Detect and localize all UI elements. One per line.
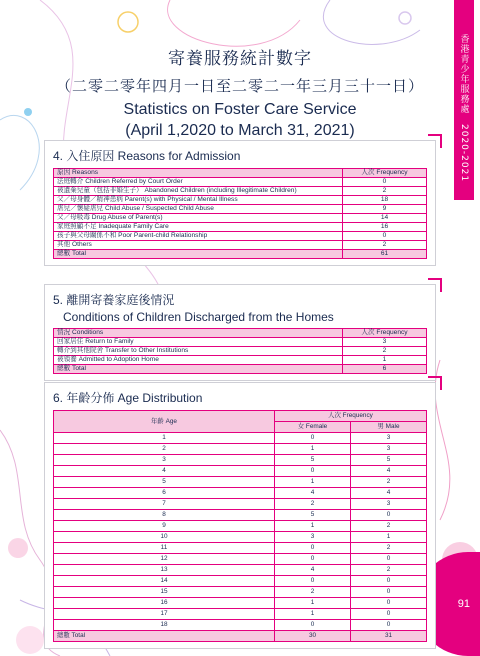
row-label: 被領養 Admitted to Adoption Home xyxy=(54,356,343,365)
age-cell: 2 xyxy=(54,444,275,455)
table-row xyxy=(54,241,427,250)
female-cell: 4 xyxy=(275,488,351,499)
corner-mark xyxy=(428,134,442,148)
period-en: (April 1,2020 to March 31, 2021) xyxy=(125,122,355,139)
male-cell: 1 xyxy=(351,532,427,543)
age-cell: 9 xyxy=(54,521,275,532)
age-cell: 7 xyxy=(54,499,275,510)
table-row xyxy=(54,499,427,510)
table-row xyxy=(54,466,427,477)
table-row xyxy=(54,598,427,609)
age-cell: 6 xyxy=(54,488,275,499)
age-cell: 12 xyxy=(54,554,275,565)
reasons-table xyxy=(53,168,427,259)
total-value: 6 xyxy=(343,365,427,374)
age-cell: 4 xyxy=(54,466,275,477)
section-discharge-conditions xyxy=(44,284,436,381)
male-cell: 2 xyxy=(351,565,427,576)
table-row xyxy=(54,576,427,587)
corner-mark xyxy=(428,376,442,390)
row-value: 0 xyxy=(343,232,427,241)
row-label: 回家居住 Return to Family xyxy=(54,338,343,347)
male-cell: 2 xyxy=(351,521,427,532)
table-row xyxy=(54,433,427,444)
male-cell: 0 xyxy=(351,510,427,521)
male-cell: 0 xyxy=(351,587,427,598)
table-row xyxy=(54,223,427,232)
total-label: 總數 Total xyxy=(54,365,343,374)
column-header-frequency: 人次 Frequency xyxy=(275,411,427,422)
age-table xyxy=(53,410,427,642)
table-row xyxy=(54,532,427,543)
age-cell: 18 xyxy=(54,620,275,631)
period-zh: （二零二零年四月一日至二零二一年三月三十一日） xyxy=(55,77,424,95)
total-label: 總數 Total xyxy=(54,631,275,642)
age-cell: 10 xyxy=(54,532,275,543)
male-cell: 0 xyxy=(351,620,427,631)
section-reasons-for-admission xyxy=(44,140,436,266)
row-value: 9 xyxy=(343,205,427,214)
male-cell: 3 xyxy=(351,499,427,510)
age-cell: 8 xyxy=(54,510,275,521)
section-title: 5. 離開寄養家庭後情況 xyxy=(53,293,175,307)
female-cell: 0 xyxy=(275,466,351,477)
table-header-row xyxy=(54,169,427,178)
column-header: 人次 Frequency xyxy=(343,329,427,338)
column-header-age: 年齡 Age xyxy=(54,411,275,433)
table-row xyxy=(54,488,427,499)
table-row xyxy=(54,620,427,631)
total-row xyxy=(54,365,427,374)
male-cell: 2 xyxy=(351,477,427,488)
female-cell: 2 xyxy=(275,499,351,510)
table-row xyxy=(54,338,427,347)
column-header-male: 男 Male xyxy=(351,422,427,433)
total-value: 61 xyxy=(343,250,427,259)
total-male: 31 xyxy=(351,631,427,642)
male-cell: 2 xyxy=(351,543,427,554)
female-cell: 5 xyxy=(275,510,351,521)
row-value: 2 xyxy=(343,347,427,356)
table-row xyxy=(54,187,427,196)
section-age-distribution xyxy=(44,382,436,649)
female-cell: 0 xyxy=(275,543,351,554)
table-row xyxy=(54,232,427,241)
row-value: 14 xyxy=(343,214,427,223)
table-row xyxy=(54,178,427,187)
male-cell: 0 xyxy=(351,598,427,609)
female-cell: 2 xyxy=(275,587,351,598)
female-cell: 1 xyxy=(275,477,351,488)
female-cell: 1 xyxy=(275,609,351,620)
title-zh: 寄養服務統計數字 xyxy=(168,49,312,69)
female-cell: 4 xyxy=(275,565,351,576)
row-value: 2 xyxy=(343,241,427,250)
section-title: 6. 年齡分佈 Age Distribution xyxy=(53,391,203,405)
female-cell: 0 xyxy=(275,576,351,587)
table-row xyxy=(54,444,427,455)
male-cell: 4 xyxy=(351,466,427,477)
male-cell: 0 xyxy=(351,576,427,587)
row-label: 轉介到其他院舍 Transfer to Other Institutions xyxy=(54,347,343,356)
row-label: 其他 Others xyxy=(54,241,343,250)
row-value: 2 xyxy=(343,187,427,196)
female-cell: 0 xyxy=(275,433,351,444)
age-cell: 17 xyxy=(54,609,275,620)
female-cell: 1 xyxy=(275,444,351,455)
row-label: 虐兒／懷疑虐兒 Child Abuse / Suspected Child Abuse xyxy=(54,205,343,214)
page-number: 91 xyxy=(457,598,470,610)
male-cell: 5 xyxy=(351,455,427,466)
age-cell: 11 xyxy=(54,543,275,554)
table-row xyxy=(54,196,427,205)
column-header: 人次 Frequency xyxy=(343,169,427,178)
table-row xyxy=(54,205,427,214)
total-female: 30 xyxy=(275,631,351,642)
table-row xyxy=(54,347,427,356)
section-title: 4. 入住原因 Reasons for Admission xyxy=(53,149,241,163)
female-cell: 1 xyxy=(275,521,351,532)
row-label: 法庭轉介 Children Referred by Court Order xyxy=(54,178,343,187)
female-cell: 0 xyxy=(275,620,351,631)
male-cell: 4 xyxy=(351,488,427,499)
section-subtitle: Conditions of Children Discharged from the Homes xyxy=(63,310,334,324)
row-value: 3 xyxy=(343,338,427,347)
table-row xyxy=(54,554,427,565)
row-value: 1 xyxy=(343,356,427,365)
table-row xyxy=(54,521,427,532)
table-row xyxy=(54,565,427,576)
table-row xyxy=(54,609,427,620)
table-row xyxy=(54,543,427,554)
age-cell: 13 xyxy=(54,565,275,576)
row-label: 父／母吸毒 Drug Abuse of Parent(s) xyxy=(54,214,343,223)
row-value: 0 xyxy=(343,178,427,187)
female-cell: 1 xyxy=(275,598,351,609)
age-cell: 14 xyxy=(54,576,275,587)
total-row xyxy=(54,631,427,642)
corner-mark xyxy=(428,278,442,292)
male-cell: 0 xyxy=(351,609,427,620)
table-row xyxy=(54,356,427,365)
side-year-label: 2020-2021 xyxy=(459,124,469,183)
male-cell: 3 xyxy=(351,444,427,455)
page-header xyxy=(0,44,480,140)
female-cell: 3 xyxy=(275,532,351,543)
age-cell: 5 xyxy=(54,477,275,488)
table-row xyxy=(54,477,427,488)
table-row xyxy=(54,455,427,466)
male-cell: 3 xyxy=(351,433,427,444)
row-value: 18 xyxy=(343,196,427,205)
column-header: 原因 Reasons xyxy=(54,169,343,178)
row-label: 家庭照顧不足 Inadequate Family Care xyxy=(54,223,343,232)
age-cell: 15 xyxy=(54,587,275,598)
female-cell: 0 xyxy=(275,554,351,565)
table-header-row xyxy=(54,329,427,338)
female-cell: 5 xyxy=(275,455,351,466)
discharge-table xyxy=(53,328,427,374)
row-label: 父／母身體／精神患病 Parent(s) with Physical / Mental Illness xyxy=(54,196,343,205)
age-cell: 16 xyxy=(54,598,275,609)
column-header-female: 女 Female xyxy=(275,422,351,433)
table-row xyxy=(54,214,427,223)
row-label: 被遺棄兒童（包括非婚生子） Abandoned Children (including Illegitimate Children) xyxy=(54,187,343,196)
table-row xyxy=(54,587,427,598)
total-row xyxy=(54,250,427,259)
column-header: 情況 Conditions xyxy=(54,329,343,338)
title-en: Statistics on Foster Care Service xyxy=(123,101,357,118)
table-header-row xyxy=(54,411,427,422)
side-org-label: 香港青少年服務處 xyxy=(458,34,469,114)
row-label: 孩子與父母關係不和 Poor Parent-child Relationship xyxy=(54,232,343,241)
table-row xyxy=(54,510,427,521)
total-label: 總數 Total xyxy=(54,250,343,259)
age-cell: 1 xyxy=(54,433,275,444)
row-value: 16 xyxy=(343,223,427,232)
male-cell: 0 xyxy=(351,554,427,565)
age-cell: 3 xyxy=(54,455,275,466)
